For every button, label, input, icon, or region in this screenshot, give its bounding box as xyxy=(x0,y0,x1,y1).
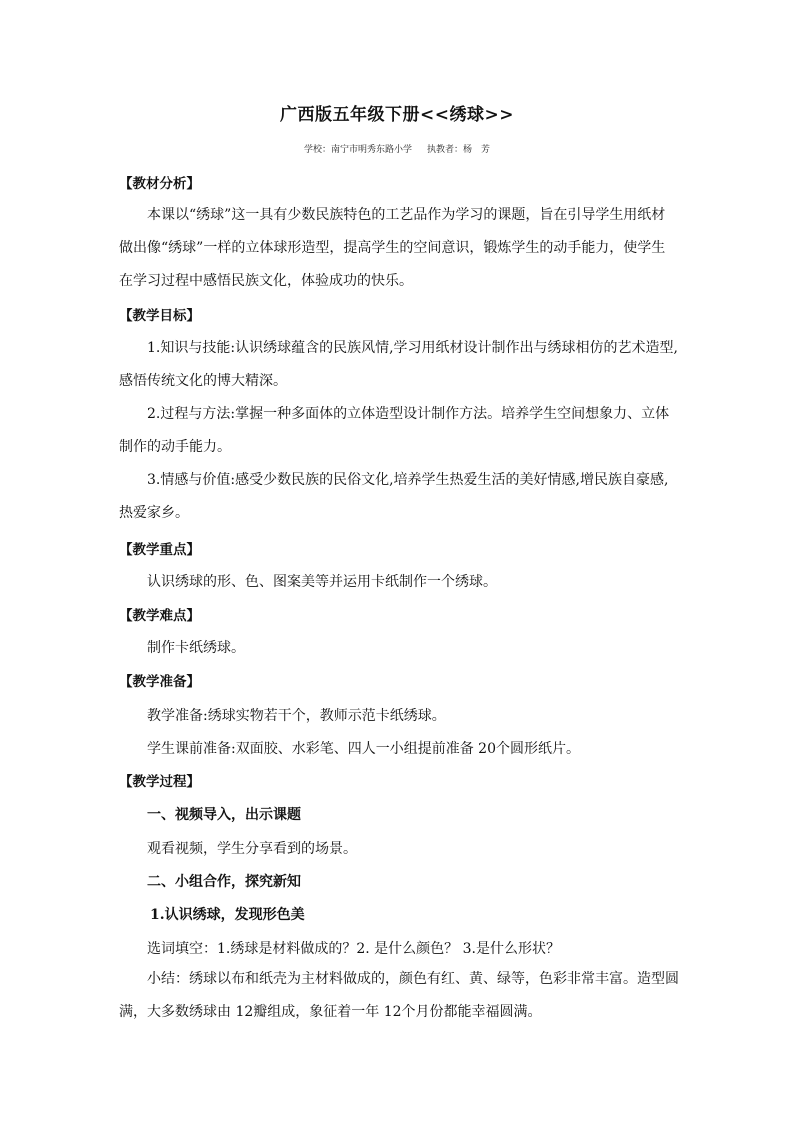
step2-title: 二、小组合作，探究新知 xyxy=(147,874,301,890)
goal-2: 2.过程与方法:掌握一种多面体的立体造型设计制作方法。培养学生空间想象力、立体制作的动手能力。 xyxy=(119,406,670,455)
difficulty-text: 制作卡纸绣球。 xyxy=(147,640,245,656)
step2-fill-blank: 选词填空：1.绣球是材料做成的？2. 是什么颜色？ 3.是什么形状？ xyxy=(147,941,560,957)
step2-subtitle: 1.认识绣球，发现形色美 xyxy=(150,907,305,923)
step1-text: 观看视频，学生分享看到的场景。 xyxy=(147,841,357,857)
heading-process: 【教学过程】 xyxy=(119,774,200,790)
document-meta xyxy=(0,142,794,155)
teacher-info: 执教者：杨 芳 xyxy=(426,145,490,155)
school-info: 学校：南宁市明秀东路小学 xyxy=(304,145,413,155)
heading-difficulty: 【教学难点】 xyxy=(119,608,200,624)
goal-1: 1.知识与技能:认识绣球蕴含的民族风情,学习用纸材设计制作出与绣球相仿的艺术造型,感悟传统文化的博大精深。 xyxy=(119,340,678,389)
focus-text: 认识绣球的形、色、图案美等并运用卡纸制作一个绣球。 xyxy=(147,574,497,590)
prep-teacher: 教学准备:绣球实物若干个，教师示范卡纸绣球。 xyxy=(147,708,446,724)
step2-summary: 小结：绣球以布和纸壳为主材料做成的，颜色有红、黄、绿等，色彩非常丰富。造型圆满，大多数绣球由 12瓣组成，象征着一年 12个月份都能幸福圆满。 xyxy=(119,971,679,1020)
document-title: 广西版五年级下册<<绣球>> xyxy=(280,105,514,125)
heading-goals: 【教学目标】 xyxy=(119,308,200,324)
heading-focus: 【教学重点】 xyxy=(119,542,200,558)
heading-preparation: 【教学准备】 xyxy=(119,674,200,690)
heading-analysis: 【教材分析】 xyxy=(119,176,200,192)
analysis-text: 本课以“绣球”这一具有少数民族特色的工艺品作为学习的课题，旨在引导学生用纸材做出像“绣球”一样的立体球形造型，提高学生的空间意识，锻炼学生的动手能力，使学生在学习过程中感悟民族文化，体验成功的快乐。 xyxy=(119,207,666,289)
prep-student: 学生课前准备:双面胶、水彩笔、四人一小组提前准备 20个圆形纸片。 xyxy=(147,741,580,757)
step1-title: 一、视频导入，出示课题 xyxy=(147,807,301,823)
goal-3: 3.情感与价值:感受少数民族的民俗文化,培养学生热爱生活的美好情感,增民族自豪感,热爱家乡。 xyxy=(119,472,669,521)
